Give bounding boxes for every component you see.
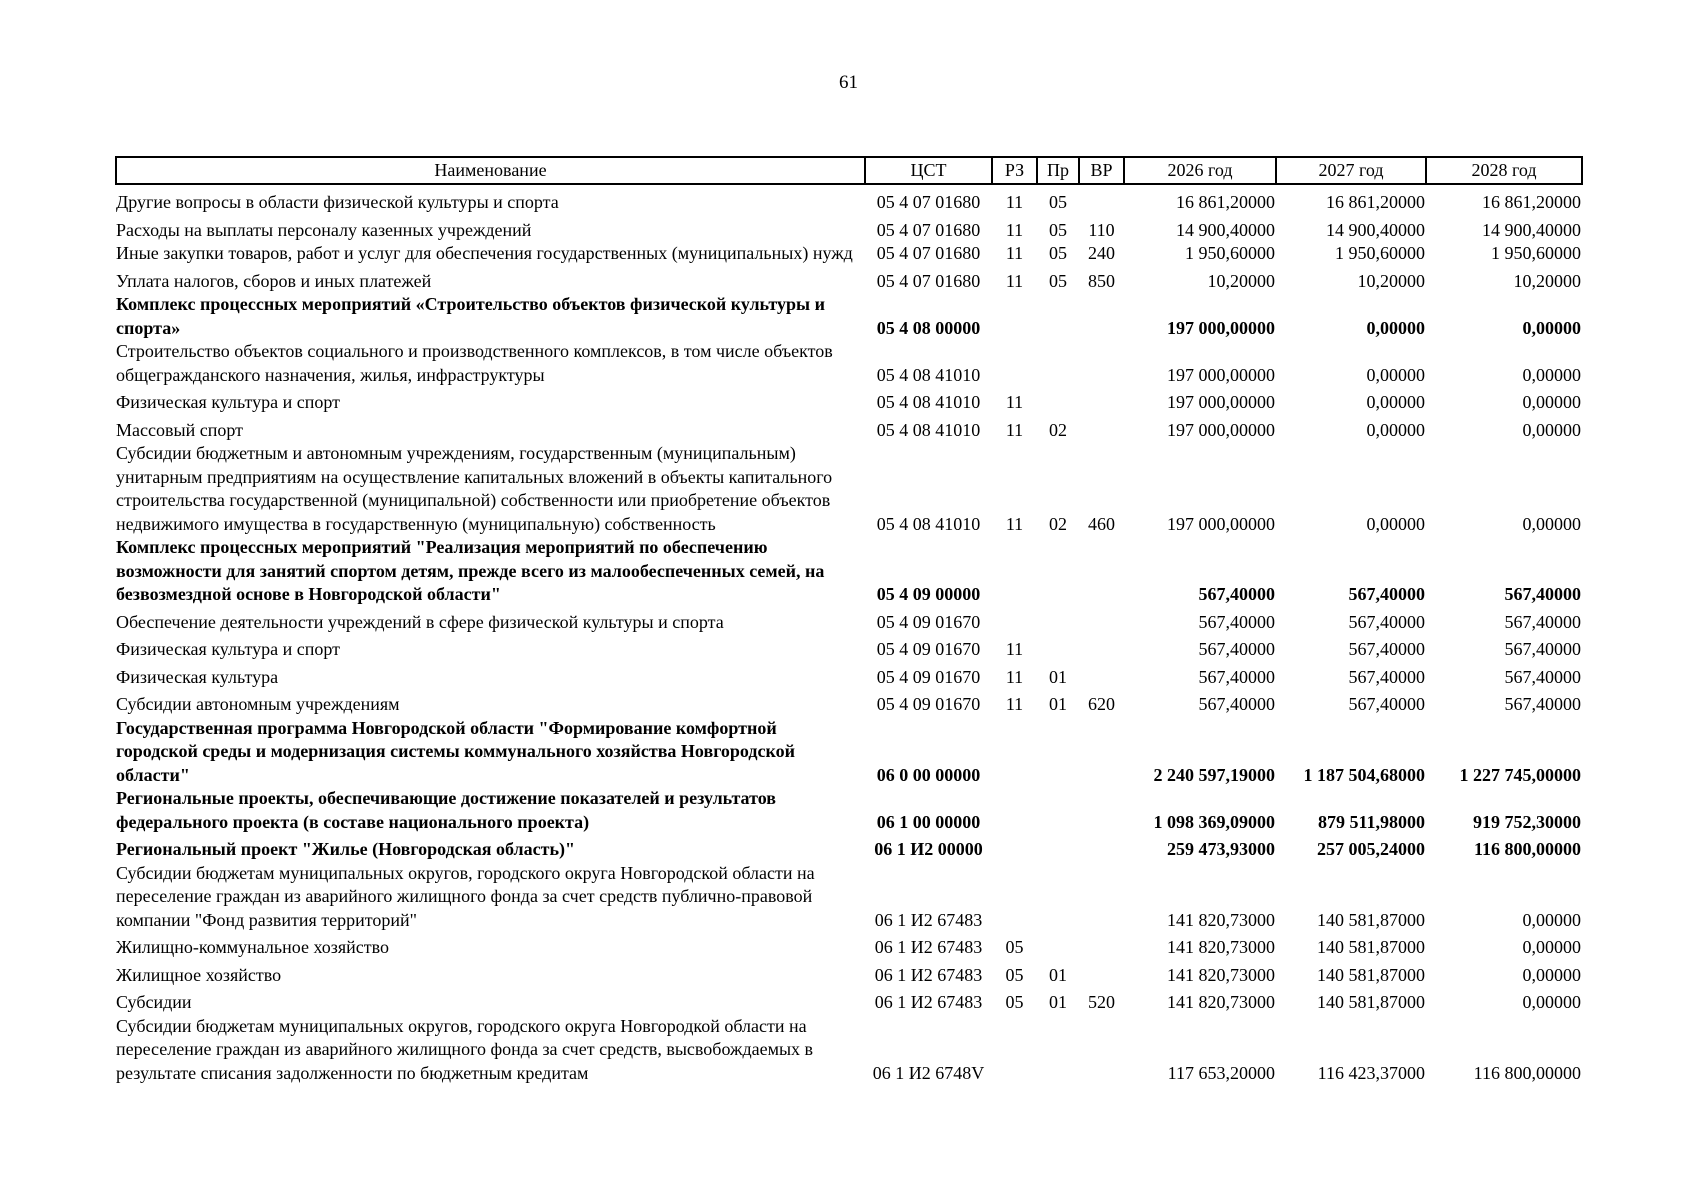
row-2026: 141 820,73000 — [1167, 909, 1275, 930]
col-header-2027: 2027 год — [1276, 157, 1426, 184]
row-vr — [1079, 717, 1124, 788]
row-rz — [992, 862, 1037, 933]
row-2027: 879 511,98000 — [1317, 811, 1425, 832]
row-rz: 11 — [1005, 392, 1024, 412]
col-header-vr: ВР — [1079, 157, 1124, 184]
row-2027: 116 423,37000 — [1317, 1062, 1425, 1083]
row-vr — [1079, 293, 1124, 340]
row-2027: 567,40000 — [1348, 694, 1425, 714]
row-code: 06 0 00 00000 — [876, 764, 981, 785]
row-pr — [1037, 834, 1079, 862]
row-vr: 110 — [1088, 219, 1115, 240]
table-row — [116, 987, 1582, 1015]
row-pr — [1037, 293, 1079, 340]
table-row — [116, 536, 1582, 607]
row-pr: 05 — [1049, 219, 1067, 240]
table-row — [116, 932, 1582, 960]
row-rz: 11 — [1005, 639, 1024, 659]
row-2027: 1 187 504,68000 — [1303, 764, 1425, 785]
row-2026: 197 000,00000 — [1167, 513, 1275, 534]
col-header-code: ЦСТ — [865, 157, 992, 184]
row-pr: 01 — [1049, 694, 1067, 714]
row-code: 05 4 09 01670 — [876, 694, 981, 714]
budget-table — [115, 156, 1583, 1085]
row-name: Государственная программа Новгородской области "Формирование комфортной городской среды и модернизация системы коммунального хозяйства Новгородской области" — [116, 717, 796, 785]
row-vr: 850 — [1088, 270, 1115, 291]
row-code: 05 4 09 01670 — [876, 666, 981, 687]
row-vr: 620 — [1088, 694, 1115, 714]
row-2026: 16 861,20000 — [1176, 192, 1275, 212]
row-vr — [1079, 415, 1124, 443]
row-rz — [992, 293, 1037, 340]
row-2026: 141 820,73000 — [1167, 964, 1275, 985]
row-vr — [1079, 536, 1124, 607]
row-2026: 141 820,73000 — [1167, 937, 1275, 957]
row-rz: 11 — [1005, 192, 1024, 212]
row-pr — [1037, 787, 1079, 834]
row-code: 05 4 08 41010 — [876, 513, 981, 534]
row-2028: 567,40000 — [1504, 694, 1581, 714]
row-name: Массовый спорт — [116, 419, 243, 440]
row-pr — [1037, 634, 1079, 662]
row-2027: 567,40000 — [1348, 666, 1425, 687]
row-2027: 567,40000 — [1348, 584, 1425, 604]
row-rz: 11 — [1005, 419, 1024, 440]
table-row — [116, 266, 1582, 294]
row-pr: 05 — [1049, 192, 1067, 212]
row-2027: 14 900,40000 — [1326, 219, 1425, 240]
row-2028: 0,00000 — [1522, 909, 1581, 930]
table-row — [116, 717, 1582, 788]
row-rz: 11 — [1005, 666, 1024, 687]
row-2026: 197 000,00000 — [1167, 392, 1275, 412]
row-2027: 0,00000 — [1366, 513, 1425, 534]
row-pr — [1037, 717, 1079, 788]
row-name: Физическая культура и спорт — [116, 392, 341, 412]
row-rz — [992, 340, 1037, 387]
row-2027: 10,20000 — [1357, 270, 1425, 291]
table-row — [116, 787, 1582, 834]
row-2028: 16 861,20000 — [1482, 192, 1581, 212]
row-name: Жилищное хозяйство — [116, 964, 282, 985]
table-row — [116, 634, 1582, 662]
row-vr — [1079, 834, 1124, 862]
row-vr: 460 — [1088, 513, 1115, 534]
row-code: 06 1 И2 67483 — [874, 992, 983, 1012]
row-2028: 567,40000 — [1504, 639, 1581, 659]
table-row — [116, 662, 1582, 690]
row-2026: 2 240 597,19000 — [1153, 764, 1275, 785]
row-vr — [1079, 607, 1124, 635]
row-2026: 197 000,00000 — [1167, 317, 1275, 338]
row-pr — [1037, 932, 1079, 960]
row-2028: 0,00000 — [1522, 317, 1581, 338]
row-name: Физическая культура — [116, 666, 279, 687]
row-2028: 14 900,40000 — [1482, 219, 1581, 240]
table-row — [116, 689, 1582, 717]
row-name: Уплата налогов, сборов и иных платежей — [116, 270, 432, 291]
row-name: Физическая культура и спорт — [116, 639, 341, 659]
row-vr — [1079, 1015, 1124, 1086]
table-row — [116, 215, 1582, 243]
row-code: 05 4 09 01670 — [876, 639, 981, 659]
table-row — [116, 607, 1582, 635]
row-2026: 567,40000 — [1198, 666, 1275, 687]
row-name: Субсидии бюджетным и автономным учреждениям, государственным (муниципальным) унитарным предприятиям на осуществление капитальных вложений в объекты капитального строительства государственной (муниципальной) собственности или приобретение объектов недвижимого имущества в государственную (муниципальную) собственность — [116, 443, 833, 534]
row-rz: 11 — [1005, 694, 1024, 714]
table-row — [116, 834, 1582, 862]
row-pr: 05 — [1049, 270, 1067, 291]
row-name: Субсидии автономным учреждениям — [116, 694, 400, 714]
col-header-2026: 2026 год — [1124, 157, 1276, 184]
row-2027: 0,00000 — [1366, 317, 1425, 338]
row-2028: 567,40000 — [1504, 611, 1581, 632]
row-vr: 240 — [1088, 243, 1115, 263]
row-2028: 0,00000 — [1522, 937, 1581, 957]
row-2027: 140 581,87000 — [1317, 992, 1425, 1012]
row-2026: 141 820,73000 — [1167, 992, 1275, 1012]
row-pr — [1037, 862, 1079, 933]
row-2028: 919 752,30000 — [1473, 811, 1581, 832]
row-2026: 1 098 369,09000 — [1153, 811, 1275, 832]
row-2026: 567,40000 — [1198, 611, 1275, 632]
row-code: 05 4 09 00000 — [876, 584, 981, 604]
row-2027: 140 581,87000 — [1317, 909, 1425, 930]
row-vr — [1079, 184, 1124, 215]
col-header-2028: 2028 год — [1426, 157, 1582, 184]
row-2028: 0,00000 — [1522, 364, 1581, 385]
row-rz: 05 — [1005, 937, 1024, 957]
row-pr: 02 — [1049, 419, 1067, 440]
col-header-name: Наименование — [116, 157, 865, 184]
row-pr: 05 — [1049, 243, 1067, 263]
table-row — [116, 862, 1582, 933]
row-name: Субсидии бюджетам муниципальных округов, городского округа Новгородкой области на переселение граждан из аварийного жилищного фонда за счет средств, высвобождаемых в результате списания задолженности по бюджетным кредитам — [116, 1015, 814, 1083]
row-name: Строительство объектов социального и производственного комплексов, в том числе объектов общегражданского назначения, жилья, инфраструктуры — [116, 341, 833, 385]
row-2027: 567,40000 — [1348, 639, 1425, 659]
row-2028: 0,00000 — [1522, 392, 1581, 412]
row-vr — [1079, 960, 1124, 988]
row-code: 05 4 07 01680 — [876, 270, 981, 291]
table-row — [116, 340, 1582, 387]
row-vr — [1079, 932, 1124, 960]
row-2026: 197 000,00000 — [1167, 364, 1275, 385]
row-2027: 257 005,24000 — [1317, 839, 1425, 859]
row-code: 06 1 И2 6748V — [872, 1062, 985, 1083]
row-2027: 0,00000 — [1366, 364, 1425, 385]
row-code: 05 4 08 00000 — [876, 317, 981, 338]
row-rz — [992, 717, 1037, 788]
row-2028: 1 950,60000 — [1491, 243, 1581, 263]
row-pr: 01 — [1049, 666, 1067, 687]
row-2027: 0,00000 — [1366, 392, 1425, 412]
table-row — [116, 960, 1582, 988]
row-2028: 567,40000 — [1504, 584, 1581, 604]
row-name: Иные закупки товаров, работ и услуг для обеспечения государственных (муниципальных) нужд — [116, 243, 853, 263]
row-name: Региональный проект "Жилье (Новгородская область)" — [116, 839, 575, 859]
row-rz — [992, 536, 1037, 607]
row-2026: 567,40000 — [1198, 584, 1275, 604]
row-2026: 10,20000 — [1207, 270, 1275, 291]
page-number: 61 — [839, 72, 858, 93]
row-rz: 11 — [1005, 270, 1024, 291]
row-pr: 01 — [1049, 964, 1067, 985]
row-name: Комплекс процессных мероприятий «Строительство объектов физической культуры и спорта» — [116, 294, 825, 338]
row-rz — [992, 1015, 1037, 1086]
row-code: 06 1 00 00000 — [876, 811, 981, 832]
row-2026: 567,40000 — [1198, 639, 1275, 659]
row-rz — [992, 607, 1037, 635]
row-2028: 0,00000 — [1522, 419, 1581, 440]
row-pr — [1037, 387, 1079, 415]
row-code: 05 4 08 41010 — [876, 364, 981, 385]
row-code: 06 1 И2 67483 — [874, 937, 983, 957]
row-code: 06 1 И2 67483 — [874, 909, 983, 930]
row-2027: 140 581,87000 — [1317, 964, 1425, 985]
row-code: 05 4 09 01670 — [876, 611, 981, 632]
row-vr — [1079, 387, 1124, 415]
table-row — [116, 442, 1582, 536]
row-vr — [1079, 634, 1124, 662]
row-pr — [1037, 607, 1079, 635]
row-vr: 520 — [1088, 992, 1115, 1012]
row-code: 05 4 07 01680 — [876, 192, 981, 212]
row-name: Региональные проекты, обеспечивающие достижение показателей и результатов федерального проекта (в составе национального проекта) — [116, 788, 776, 832]
row-2026: 1 950,60000 — [1185, 243, 1275, 263]
row-2027: 567,40000 — [1348, 611, 1425, 632]
row-2027: 16 861,20000 — [1326, 192, 1425, 212]
row-2028: 0,00000 — [1522, 964, 1581, 985]
row-rz: 11 — [1005, 219, 1024, 240]
row-code: 05 4 07 01680 — [876, 219, 981, 240]
row-name: Субсидии — [116, 992, 192, 1012]
row-code: 05 4 08 41010 — [876, 392, 981, 412]
row-pr — [1037, 1015, 1079, 1086]
row-vr — [1079, 787, 1124, 834]
row-vr — [1079, 662, 1124, 690]
row-2028: 1 227 745,00000 — [1459, 764, 1581, 785]
row-2026: 117 653,20000 — [1167, 1062, 1275, 1083]
row-name: Обеспечение деятельности учреждений в сфере физической культуры и спорта — [116, 611, 724, 632]
row-pr: 01 — [1049, 992, 1067, 1012]
row-code: 05 4 07 01680 — [876, 243, 981, 263]
row-2027: 1 950,60000 — [1335, 243, 1425, 263]
row-2026: 567,40000 — [1198, 694, 1275, 714]
row-pr — [1037, 340, 1079, 387]
row-2028: 567,40000 — [1504, 666, 1581, 687]
table-row — [116, 293, 1582, 340]
row-name: Жилищно-коммунальное хозяйство — [116, 937, 390, 957]
table-header-row — [116, 157, 1582, 184]
table-row — [116, 242, 1582, 266]
row-name: Комплекс процессных мероприятий "Реализация мероприятий по обеспечению возможности для занятий спортом детям, прежде всего из малообеспеченных семей, на безвозмездной основе в Новгородской области" — [116, 537, 825, 604]
table-row — [116, 184, 1582, 215]
row-2026: 14 900,40000 — [1176, 219, 1275, 240]
row-code: 06 1 И2 00000 — [874, 839, 983, 859]
row-2028: 0,00000 — [1522, 513, 1581, 534]
row-2028: 10,20000 — [1513, 270, 1581, 291]
row-rz — [992, 834, 1037, 862]
table-row — [116, 415, 1582, 443]
row-2026: 197 000,00000 — [1167, 419, 1275, 440]
row-rz: 05 — [1005, 964, 1024, 985]
row-2028: 0,00000 — [1522, 992, 1581, 1012]
table-row — [116, 387, 1582, 415]
row-code: 05 4 08 41010 — [876, 419, 981, 440]
row-pr: 02 — [1049, 513, 1067, 534]
row-name: Субсидии бюджетам муниципальных округов, городского округа Новгородской области на переселение граждан из аварийного жилищного фонда за счет средств публично-правовой компании "Фонд развития территорий" — [116, 862, 815, 930]
row-2027: 0,00000 — [1366, 419, 1425, 440]
row-vr — [1079, 862, 1124, 933]
col-header-rz: РЗ — [992, 157, 1037, 184]
row-2026: 259 473,93000 — [1167, 839, 1275, 859]
row-name: Другие вопросы в области физической культуры и спорта — [116, 192, 559, 212]
row-2028: 116 800,00000 — [1473, 1062, 1581, 1083]
row-rz: 11 — [1005, 243, 1024, 263]
row-rz: 05 — [1005, 992, 1024, 1012]
row-code: 06 1 И2 67483 — [874, 964, 983, 985]
table-row — [116, 1015, 1582, 1086]
row-rz — [992, 787, 1037, 834]
col-header-pr: Пр — [1037, 157, 1079, 184]
row-pr — [1037, 536, 1079, 607]
row-2027: 140 581,87000 — [1317, 937, 1425, 957]
row-rz: 11 — [1005, 513, 1024, 534]
row-2028: 116 800,00000 — [1473, 839, 1581, 859]
row-vr — [1079, 340, 1124, 387]
row-name: Расходы на выплаты персоналу казенных учреждений — [116, 219, 532, 240]
